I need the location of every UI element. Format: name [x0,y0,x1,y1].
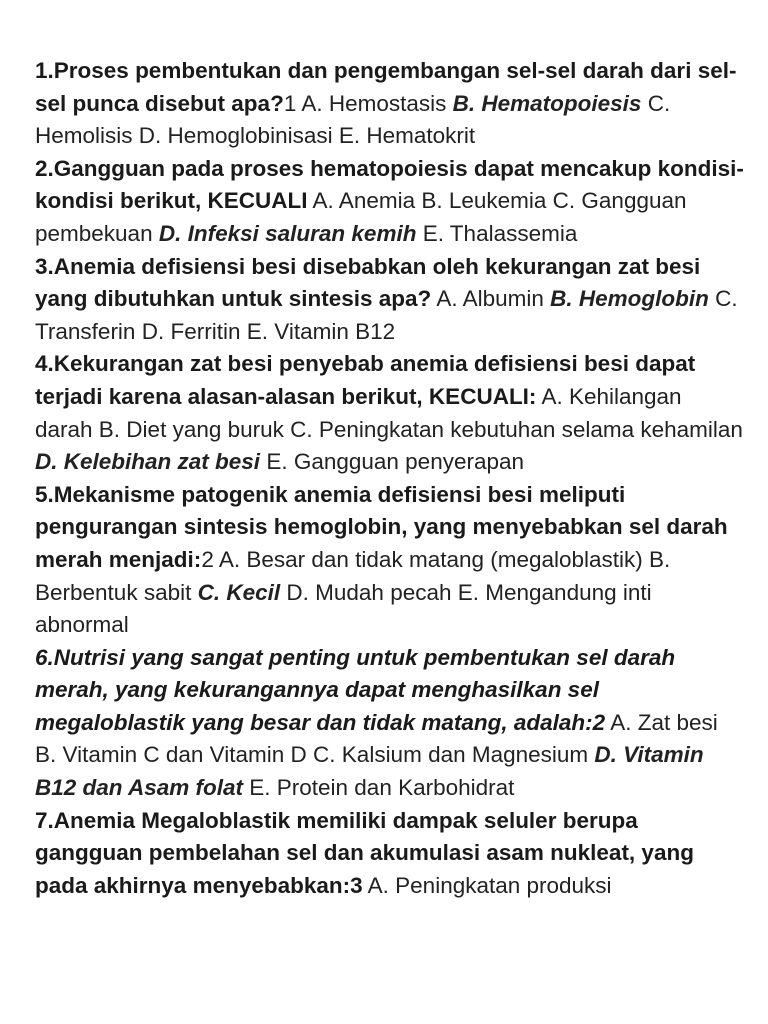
question-6-answer: D. Vitamin B12 dan Asam folat [35,742,704,801]
question-6 [35,642,745,805]
question-3-answer: B. Hemoglobin [550,286,709,312]
question-5-options-after: D. Mudah pecah E. Mengandung inti abnormal [35,579,652,638]
question-5 [35,479,745,642]
question-6-options-before: A. Zat besi B. Vitamin C dan Vitamin D C. Kalsium dan Magnesium [35,709,718,768]
question-7 [35,805,745,903]
question-3-options-after: C. Transferin D. Ferritin E. Vitamin B12 [35,286,738,344]
question-4-options-after: E. Gangguan penyerapan [260,449,525,475]
question-4-stem: 4.Kekurangan zat besi penyebab anemia defisiensi besi dapat terjadi karena alasan-alasan berikut, KECUALI: [35,351,696,409]
question-3 [35,251,745,349]
question-2 [35,153,745,251]
question-1-tag: 1 [283,90,297,116]
question-1-options-after: C. Hemolisis D. Hemoglobinisasi E. Hematokrit [35,90,671,149]
question-1-stem: 1.Proses pembentukan dan pengembangan sel-sel darah dari sel-sel punca disebut apa? [35,58,737,116]
question-5-stem: 5.Mekanisme patogenik anemia defisiensi besi meliputi pengurangan sintesis hemoglobin, yang menyebabkan sel darah merah menjadi: [35,481,728,572]
question-5-options-before: A. Besar dan tidak matang (megaloblastik) B. Berbentuk sabit [35,546,671,605]
question-7-options-before: A. Peningkatan produksi [362,872,612,898]
question-1-answer: B. Hematopoiesis [452,90,642,116]
question-4-options-before: A. Kehilangan darah B. Diet yang buruk C. Peningkatan kebutuhan selama kehamilan [35,383,743,442]
question-2-options-before: A. Anemia B. Leukemia C. Gangguan pembekuan [35,188,687,246]
question-3-options-before: A. Albumin [431,286,551,312]
question-6-options-after: E. Protein dan Karbohidrat [242,775,515,801]
question-1 [35,55,745,153]
question-4-answer: D. Kelebihan zat besi [35,449,261,475]
question-2-stem: 2.Gangguan pada proses hematopoiesis dapat mencakup kondisi-kondisi berikut, KECUALI [35,155,744,214]
question-4 [35,348,745,478]
question-3-stem: 3.Anemia defisiensi besi disebabkan oleh kekurangan zat besi yang dibutuhkan untuk sintesis apa? [35,253,701,312]
question-5-answer: C. Kecil [197,579,281,605]
quiz-document [35,55,745,902]
question-6-stem: 6.Nutrisi yang sangat penting untuk pembentukan sel darah merah, yang kekurangannya dapat menghasilkan sel megaloblastik yang besar dan tidak matang, adalah:2 [35,644,676,735]
question-5-tag: 2 [201,546,214,572]
question-1-options-before: A. Hemostasis [296,90,453,116]
question-7-stem: 7.Anemia Megaloblastik memiliki dampak seluler berupa gangguan pembelahan sel dan akumulasi asam nukleat, yang pada akhirnya menyebabkan:3 [35,807,694,898]
question-2-answer: D. Infeksi saluran kemih [158,220,417,246]
question-2-options-after: E. Thalassemia [416,220,578,246]
